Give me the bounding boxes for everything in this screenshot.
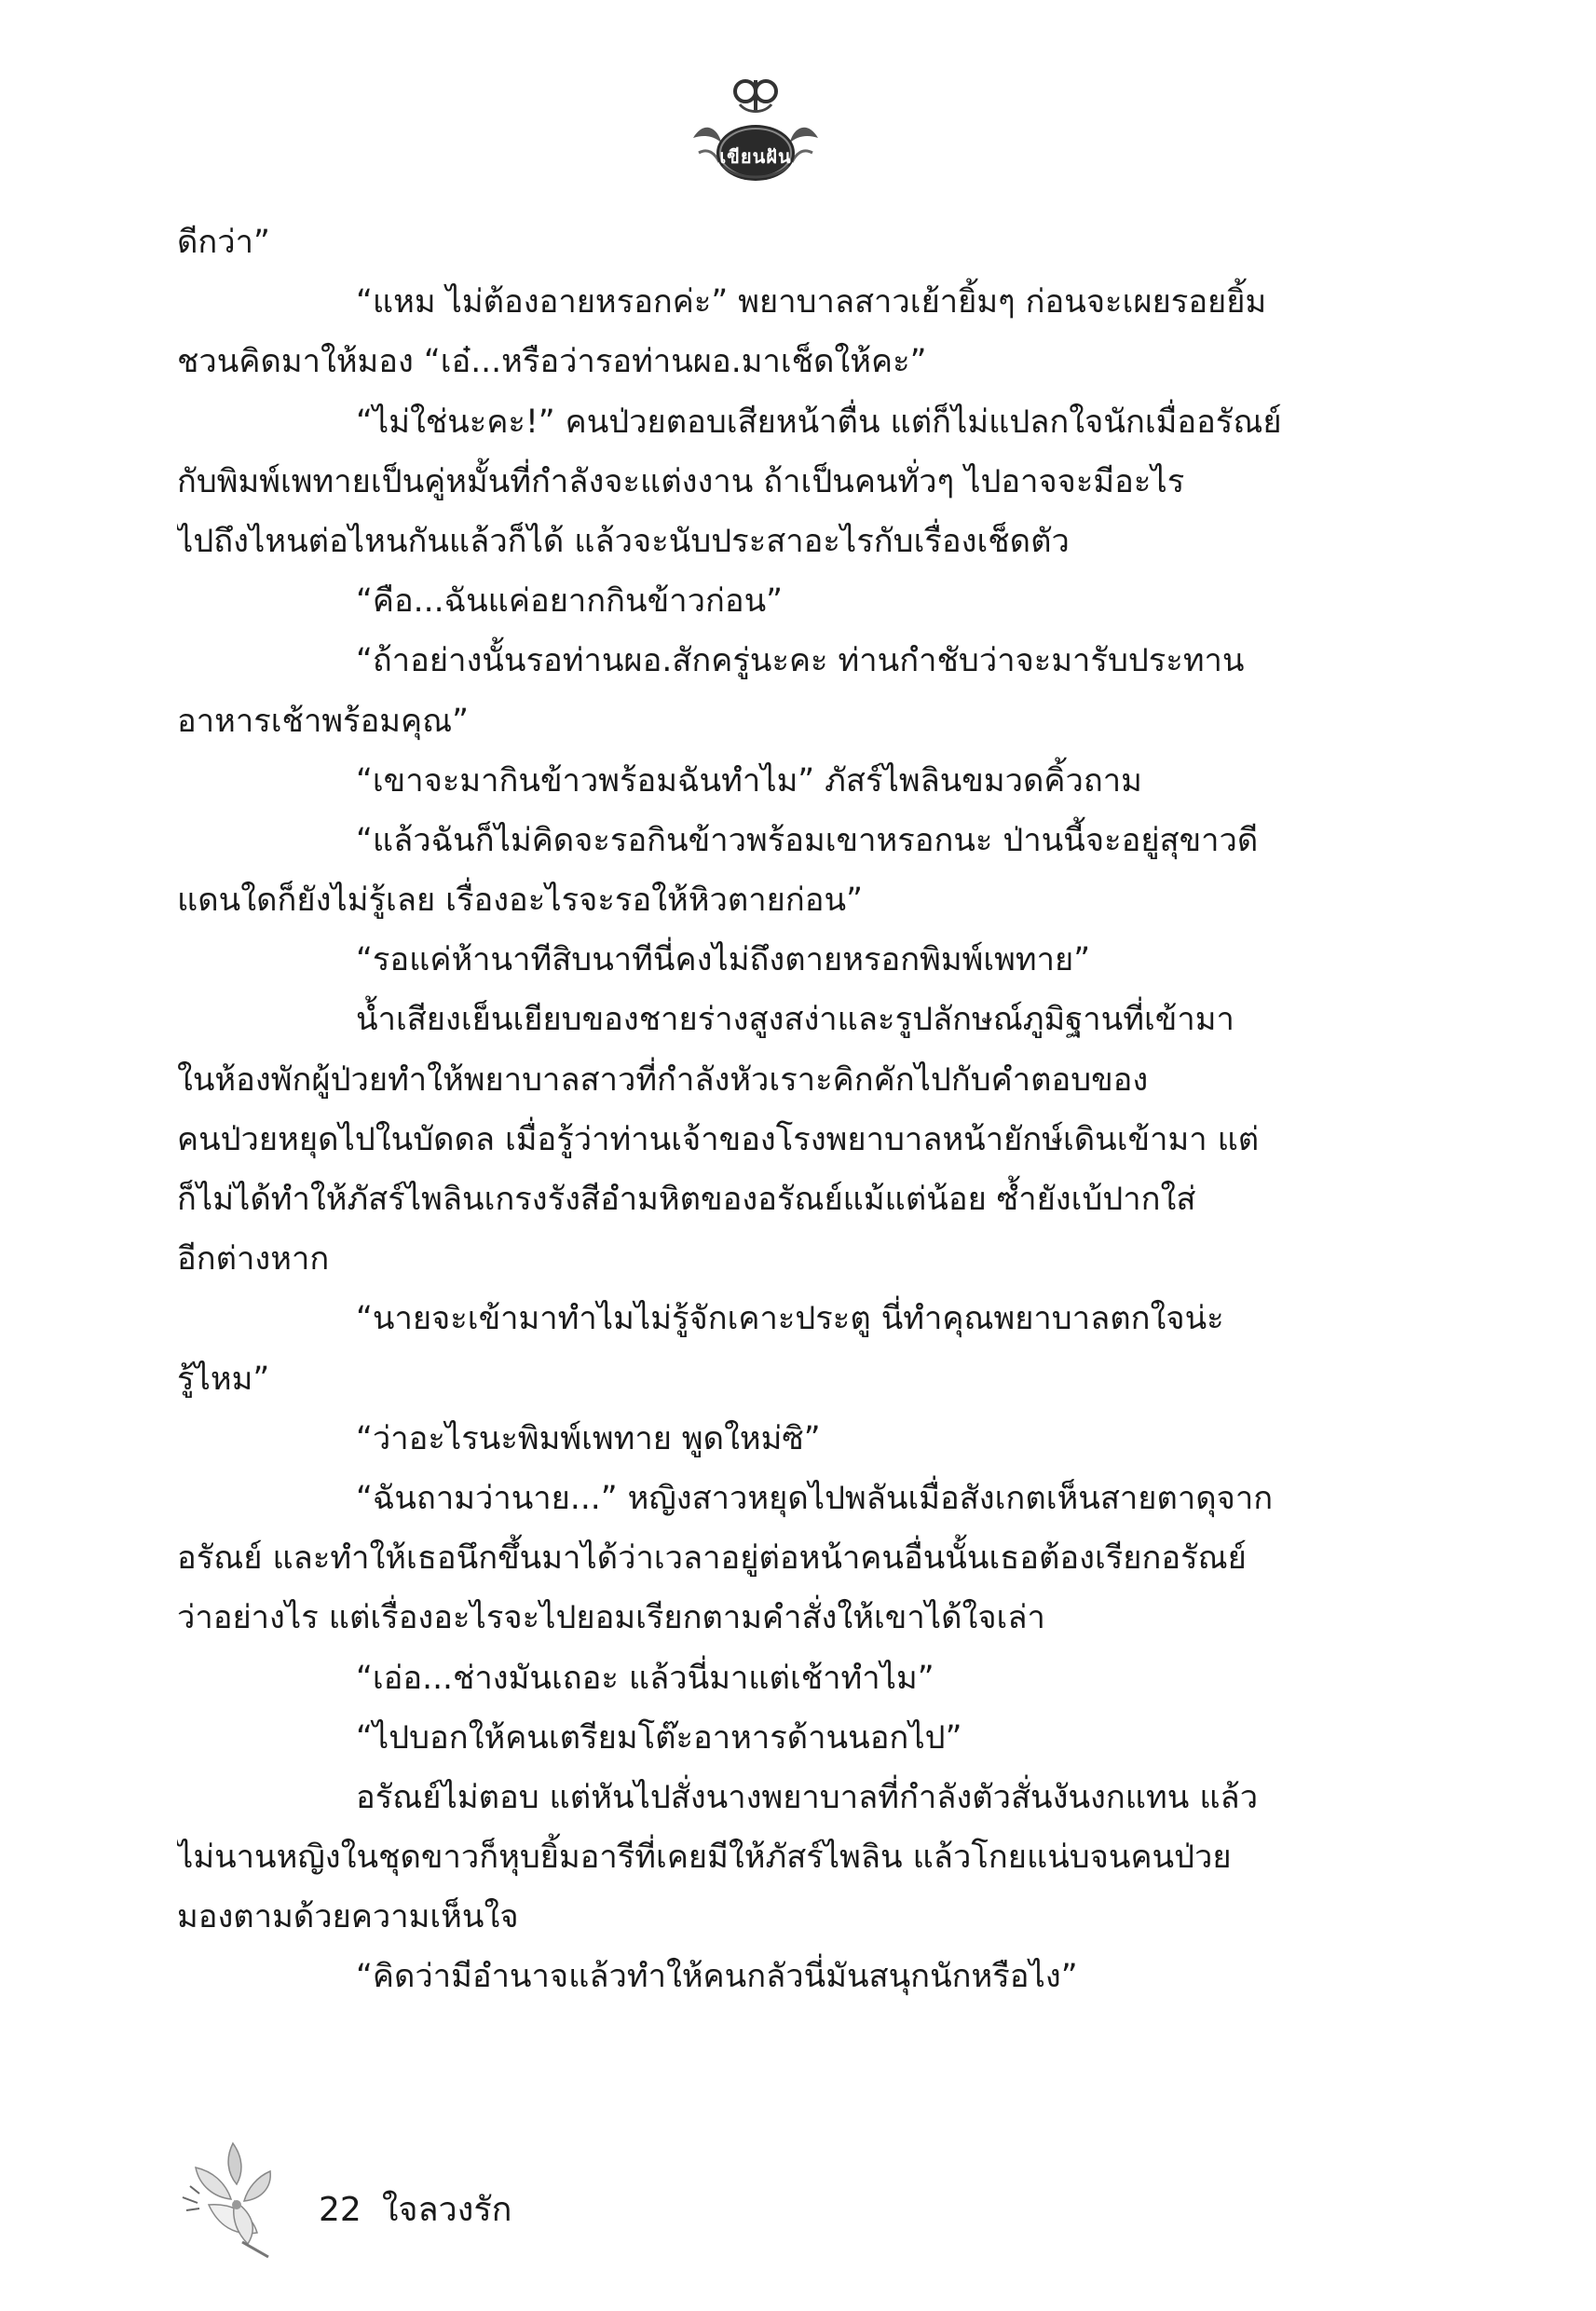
text-line: ชวนคิดมาให้มอง “เอ๋...หรือว่ารอท่านผอ.มาเช็ดให้คะ” xyxy=(177,343,927,381)
text-line: ไปถึงไหนต่อไหนกันแล้วก็ได้ แล้วจะนับประสาอะไรกับเรื่องเช็ดตัว xyxy=(177,522,1070,560)
text-line: ดีกว่า” xyxy=(177,224,270,261)
text-line: “นายจะเข้ามาทำไมไม่รู้จักเคาะประตู นี่ทำคุณพยาบาลตกใจน่ะ xyxy=(356,1300,1224,1338)
text-line: น้ำเสียงเย็นเยียบของชายร่างสูงสง่าและรูปลักษณ์ภูมิฐานที่เข้ามา xyxy=(356,1001,1235,1039)
page-number: 22 xyxy=(319,2191,361,2229)
text-line: “ถ้าอย่างนั้นรอท่านผอ.สักครู่นะคะ ท่านกำชับว่าจะมารับประทาน xyxy=(356,642,1245,680)
text-line: มองตามด้วยความเห็นใจ xyxy=(177,1898,519,1936)
text-line: “แหม ไม่ต้องอายหรอกค่ะ” พยาบาลสาวเย้ายิ้มๆ ก่อนจะเผยรอยยิ้ม xyxy=(356,283,1267,321)
text-line: แดนใดก็ยังไม่รู้เลย เรื่องอะไรจะรอให้หิวตายก่อน” xyxy=(177,882,863,920)
text-line: “แล้วฉันก็ไม่คิดจะรอกินข้าวพร้อมเขาหรอกนะ ป่านนี้จะอยู่สุขาวดี xyxy=(356,821,1259,859)
text-line: ไม่นานหญิงในชุดขาวก็หุบยิ้มอารีที่เคยมีให้ภัสร์ไพลิน แล้วโกยแน่บจนคนป่วย xyxy=(177,1839,1232,1877)
magnolia-flower-icon xyxy=(177,2140,307,2261)
text-line: “คิดว่ามีอำนาจแล้วทำให้คนกลัวนี่มันสนุกนักหรือไง” xyxy=(356,1958,1078,1996)
text-line: รู้ไหม” xyxy=(177,1360,270,1398)
text-line: “เขาจะมากินข้าวพร้อมฉันทำไม” ภัสร์ไพลินขมวดคิ้วถาม xyxy=(356,761,1142,800)
text-line: คนป่วยหยุดไปในบัดดล เมื่อรู้ว่าท่านเจ้าของโรงพยาบาลหน้ายักษ์เดินเข้ามา แต่ xyxy=(177,1120,1260,1158)
page-folio xyxy=(319,2182,512,2236)
text-line: อีกต่างหาก xyxy=(177,1240,330,1279)
text-line: ก็ไม่ได้ทำให้ภัสร์ไพลินเกรงรังสีอำมหิตของอรัณย์แม้แต่น้อย ซ้ำยังเบ้ปากใส่ xyxy=(177,1181,1196,1218)
page-footer xyxy=(177,2140,736,2261)
text-line: “เอ่อ...ช่างมันเถอะ แล้วนี่มาแต่เช้าทำไม” xyxy=(356,1659,934,1697)
text-line: กับพิมพ์เพทายเป็นคู่หมั้นที่กำลังจะแต่งงาน ถ้าเป็นคนทั่วๆ ไปอาจจะมีอะไร xyxy=(177,462,1185,500)
text-line: “รอแค่ห้านาทีสิบนาทีนี่คงไม่ถึงตายหรอกพิมพ์เพทาย” xyxy=(356,941,1091,979)
text-line: ในห้องพักผู้ป่วยทำให้พยาบาลสาวที่กำลังหัวเราะคิกคักไปกับคำตอบของ xyxy=(177,1060,1149,1099)
text-line: อาหารเช้าพร้อมคุณ” xyxy=(177,702,470,740)
body-text xyxy=(177,212,1340,2007)
header-logo xyxy=(686,73,825,185)
text-line: “ว่าอะไรนะพิมพ์เพทาย พูดใหม่ซิ” xyxy=(356,1419,821,1457)
logo-text: เขียนฝัน xyxy=(719,145,792,168)
book-title: ใจลวงรัก xyxy=(381,2191,512,2229)
text-line: ว่าอย่างไร แต่เรื่องอะไรจะไปยอมเรียกตามคำสั่งให้เขาได้ใจเล่า xyxy=(177,1599,1045,1637)
text-line: อรัณย์ และทำให้เธอนึกขึ้นมาได้ว่าเวลาอยู่ต่อหน้าคนอื่นนั้นเธอต้องเรียกอรัณย์ xyxy=(177,1539,1247,1578)
text-line: “ไม่ใช่นะคะ!” คนป่วยตอบเสียหน้าตื่น แต่ก็ไม่แปลกใจนักเมื่ออรัณย์ xyxy=(356,403,1282,441)
text-line: อรัณย์ไม่ตอบ แต่หันไปสั่งนางพยาบาลที่กำลังตัวสั่นงันงกแทน แล้ว xyxy=(356,1778,1259,1816)
text-line: “ไปบอกให้คนเตรียมโต๊ะอาหารด้านนอกไป” xyxy=(356,1718,962,1757)
text-line: “ฉันถามว่านาย...” หญิงสาวหยุดไปพลันเมื่อสังเกตเห็นสายตาดุจาก xyxy=(356,1479,1274,1517)
text-line: “คือ...ฉันแค่อยากกินข้าวก่อน” xyxy=(356,582,784,621)
